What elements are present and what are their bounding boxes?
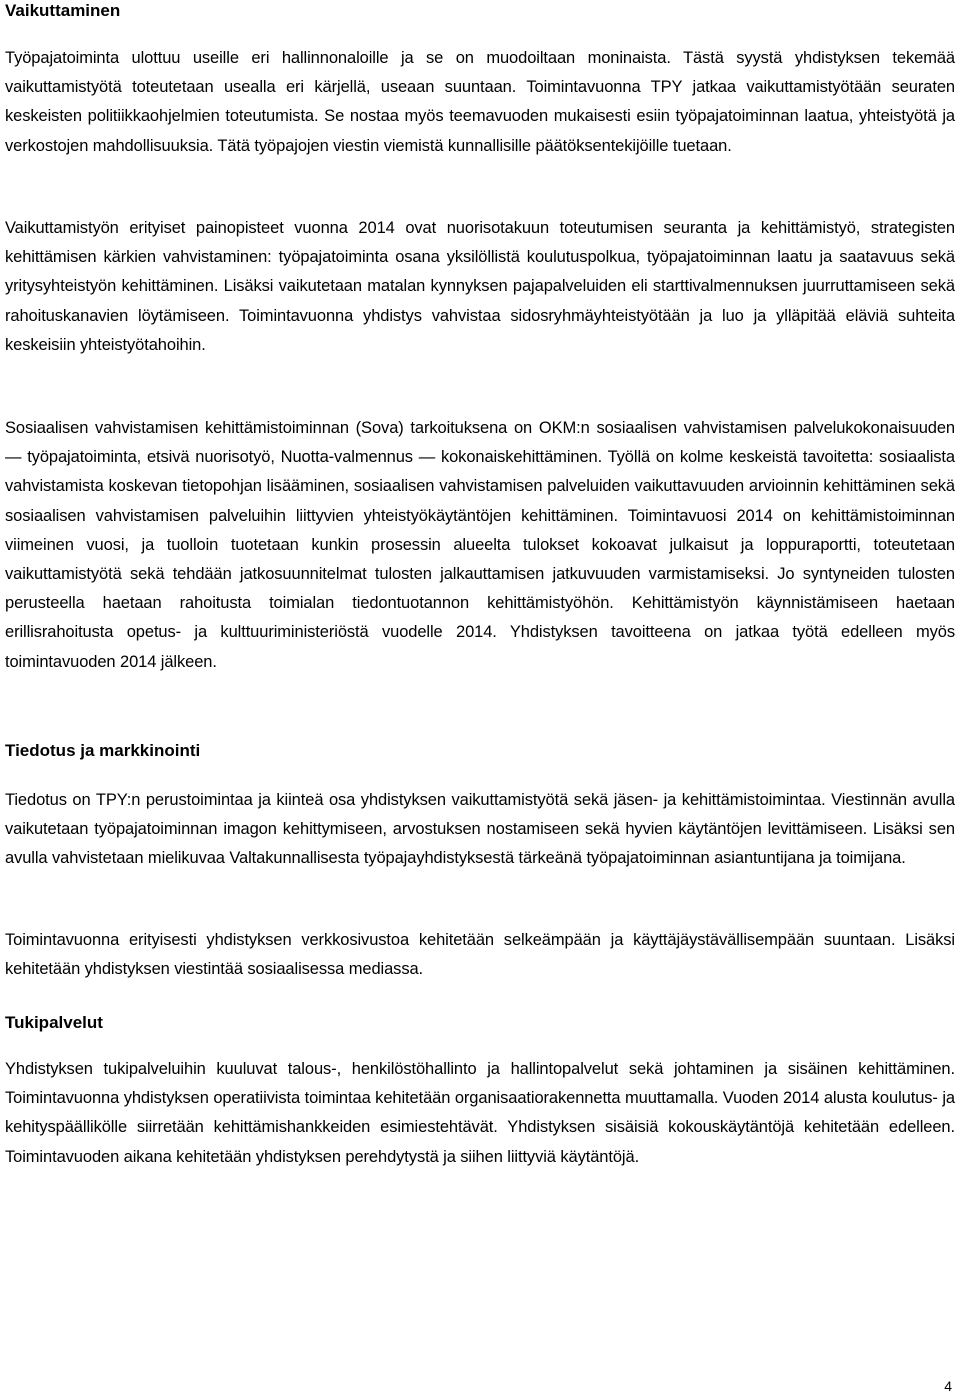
paragraph: Tiedotus on TPY:n perustoimintaa ja kiinteä osa yhdistyksen vaikuttamistyötä sekä jäsen- ja kehittämistoimintaa. Viestinnän avulla vaikutetaan työpajatoiminnan imagon kehittymiseen, arvostuksen nostamiseen sekä hyvien käytäntöjen levittämiseen. Lisäksi sen avulla vahvistetaan mielikuvaa Valtakunnallisesta työpajayhdistyksestä tärkeänä työpajatoiminnan asiantuntijana ja toimijana.	[5, 791, 955, 868]
paragraph: Sosiaalisen vahvistamisen kehittämistoiminnan (Sova) tarkoituksena on OKM:n sosiaalisen vahvistamisen palvelukokonaisuuden — työpajatoiminta, etsivä nuorisotyö, Nuotta-valmennus — kokonaiskehittäminen. Työllä on kolme keskeistä tavoitetta: sosiaalista vahvistamista koskevan tietopohjan lisääminen, sosiaalisen vahvistamisen palveluiden vaikuttavuuden arvioinnin kehittäminen sekä sosiaalisen vahvistamisen palveluihin liittyvien yhteistyökäytäntöjen kehittäminen. Toimintavuosi 2014 on kehittämistoiminnan viimeinen vuosi, ja tuolloin tuotetaan kunkin prosessin alueelta tulokset kokoavat julkaisut ja loppuraportti, toteutetaan vaikuttamistyötä sekä tehdään jatkosuunnitelmat tulosten jalkauttamisen jatkuvuuden varmistamiseksi. Jo syntyneiden tulosten perusteella haetaan rahoitusta toimialan tiedontuotannon kehittämistyöhön. Kehittämistyön käynnistämiseen haetaan erillisrahoitusta opetus- ja kulttuuriministeriöstä vuodelle 2014. Yhdistyksen tavoitteena on jatkaa työtä edelleen myös toimintavuoden 2014 jälkeen.	[5, 419, 955, 671]
section-heading-vaikuttaminen: Vaikuttaminen	[5, 1, 121, 20]
paragraph: Työpajatoiminta ulottuu useille eri hallinnonaloille ja se on muodoiltaan moninaista. Tästä syystä yhdistyksen tekemää vaikuttamistyötä toteutetaan usealla eri kärjellä, useaan suuntaan. Toimintavuonna TPY jatkaa vaikuttamistyötään seuraten keskeisten politiikkaohjelmien toteutumista. Se nostaa myös teemavuoden mukaisesti esiin työpajatoiminnan laatua, yhteistyötä ja verkostojen mahdollisuuksia. Tätä työpajojen viestin viemistä kunnallisille päätöksentekijöille tuetaan.	[5, 49, 955, 155]
page-number: 4	[944, 1378, 952, 1394]
paragraph: Toimintavuonna erityisesti yhdistyksen verkkosivustoa kehitetään selkeämpään ja käyttäjäystävällisempään suuntaan. Lisäksi kehitetään yhdistyksen viestintää sosiaalisessa mediassa.	[5, 931, 955, 979]
paragraph: Vaikuttamistyön erityiset painopisteet vuonna 2014 ovat nuorisotakuun toteutumisen seuranta ja kehittämistyö, strategisten kehittämisen kärkien vahvistaminen: työpajatoiminta osana yksilöllistä koulutuspolkua, työpajatoiminnan laatu ja saatavuus sekä yritysyhteistyön kehittäminen. Lisäksi vaikutetaan matalan kynnyksen pajapalveluiden eli starttivalmennuksen juurruttamiseen sekä rahoituskanavien löytämiseen. Toimintavuonna yhdistys vahvistaa sidosryhmäyhteistyötään ja luo ja ylläpitää eläviä suhteita keskeisiin yhteistyötahoihin.	[5, 219, 955, 354]
paragraph: Yhdistyksen tukipalveluihin kuuluvat talous-, henkilöstöhallinto ja hallintopalvelut sekä johtaminen ja sisäinen kehittäminen. Toimintavuonna yhdistyksen operatiivista toimintaa kehitetään organisaatiorakennetta muuttamalla. Vuoden 2014 alusta koulutus- ja kehityspäällikölle siirretään kehittämishankkeiden esimiestehtävät. Yhdistyksen sisäisiä kokouskäytäntöjä kehitetään edelleen. Toimintavuoden aikana kehitetään yhdistyksen perehdytystä ja siihen liittyviä käytäntöjä.	[5, 1060, 955, 1166]
section-heading-tukipalvelut: Tukipalvelut	[5, 1013, 103, 1032]
section-heading-tiedotus: Tiedotus ja markkinointi	[5, 741, 201, 760]
